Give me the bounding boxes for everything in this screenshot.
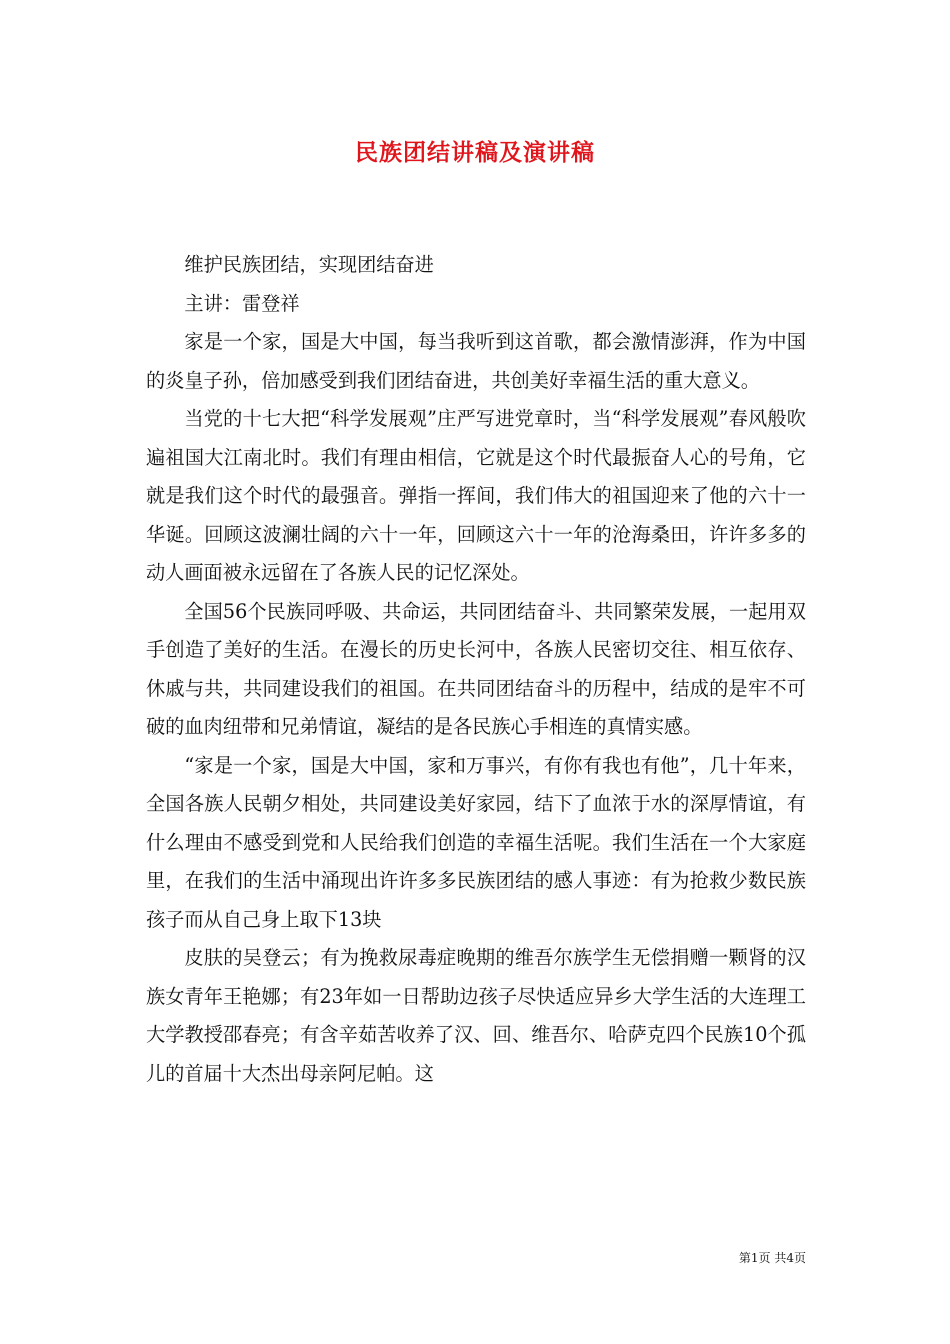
document-title: 民族团结讲稿及演讲稿 <box>355 139 595 166</box>
paragraph: 皮肤的吴登云；有为挽救尿毒症晚期的维吾尔族学生无偿捐赠一颗肾的汉族女青年王艳娜；有23年如一日帮助边孩子尽快适应异乡大学生活的大连理工大学教授邵春亮；有含辛茹苦收养了汉、回、维吾尔、哈萨克四个民族10个孤儿的首届十大杰出母亲阿尼帕。这 <box>146 946 806 1085</box>
paragraph: 全国56个民族同呼吸、共命运，共同团结奋斗、共同繁荣发展，一起用双手创造了美好的生活。在漫长的历史长河中，各族人民密切交往、相互依存、休戚与共，共同建设我们的祖国。在共同团结奋斗的历程中，结成的是牢不可破的血肉纽带和兄弟情谊，凝结的是各民族心手相连的真情实感。 <box>146 599 806 738</box>
paragraph: 当党的十七大把“科学发展观”庄严写进党章时，当“科学发展观”春风般吹遍祖国大江南北时。我们有理由相信，它就是这个时代最振奋人心的号角，它就是我们这个时代的最强音。弹指一挥间，我们伟大的祖国迎来了他的六十一华诞。回顾这波澜壮阔的六十一年，回顾这六十一年的沧海桑田，许许多多的动人画面被永远留在了各族人民的记忆深处。 <box>146 407 806 584</box>
paragraph-subtitle: 维护民族团结，实现团结奋进 <box>184 253 434 276</box>
paragraph: “家是一个家，国是大中国，家和万事兴，有你有我也有他”，几十年来，全国各族人民朝夕相处，共同建设美好家园，结下了血浓于水的深厚情谊，有什么理由不感受到党和人民给我们创造的幸福生活呢。我们生活在一个大家庭里，在我们的生活中涌现出许许多多民族团结的感人事迹：有为抢救少数民族孩子而从自己身上取下13块 <box>146 753 806 931</box>
paragraph: 家是一个家，国是大中国，每当我听到这首歌，都会激情澎湃，作为中国的炎皇子孙，倍加感受到我们团结奋进，共创美好幸福生活的重大意义。 <box>146 330 806 392</box>
paragraph-speaker: 主讲：雷登祥 <box>184 291 300 315</box>
page-number: 第1页 共4页 <box>738 1251 806 1265</box>
document-body <box>146 246 806 1093</box>
